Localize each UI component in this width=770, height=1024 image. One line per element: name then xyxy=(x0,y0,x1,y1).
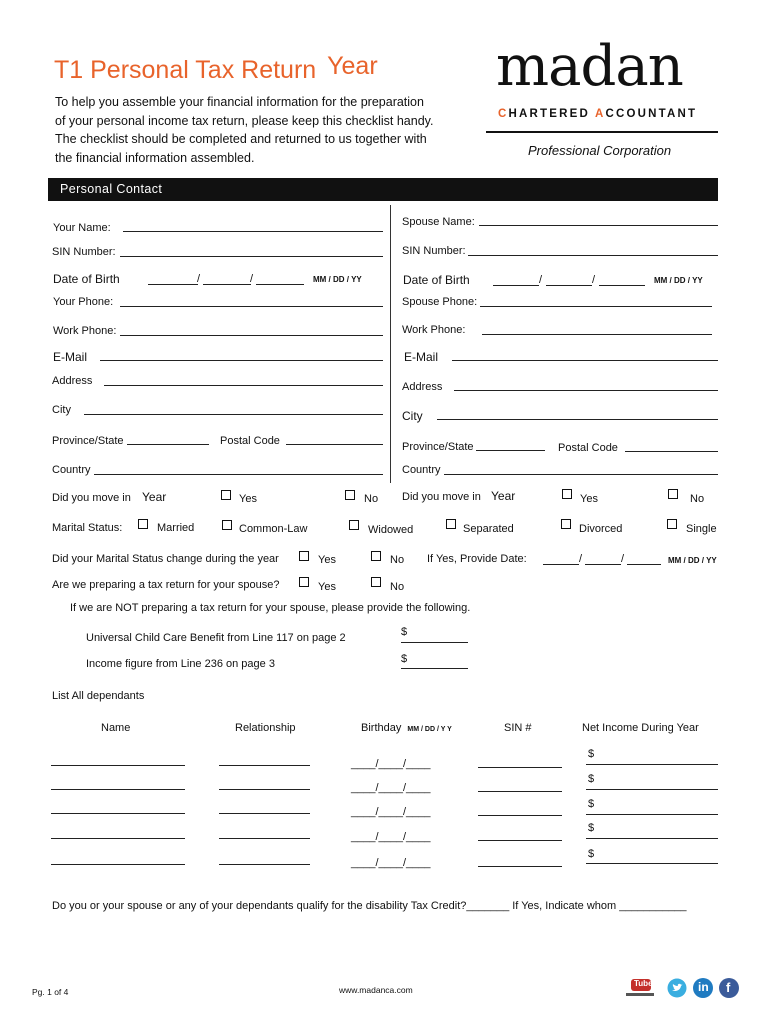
marital-single-checkbox[interactable] xyxy=(667,519,677,529)
your-sin-label: SIN Number: xyxy=(52,246,116,258)
spouse-phone-field[interactable] xyxy=(480,306,712,307)
dependant-income-dollar: $ xyxy=(588,798,595,810)
status-change-date-format: MM / DD / YY xyxy=(668,556,717,565)
spouse-work-phone-field[interactable] xyxy=(482,334,712,335)
uccb-dollar: $ xyxy=(401,626,408,638)
spouse-dob-year[interactable] xyxy=(599,285,645,286)
dependant-birthday-field[interactable]: ____/____/____ xyxy=(351,857,431,869)
dependant-sin-field[interactable] xyxy=(478,767,562,768)
dependants-col-birthday: Birthday MM / DD / Y Y xyxy=(361,722,452,734)
your-move-in-year: Year xyxy=(142,490,167,504)
spouse-dob-month[interactable] xyxy=(493,285,539,286)
dob-slash: / xyxy=(539,274,543,286)
status-change-date-year[interactable] xyxy=(627,564,661,565)
youtube-icon[interactable]: Tube xyxy=(625,978,655,998)
status-change-date-month[interactable] xyxy=(543,564,579,565)
spouse-move-in-yes-label: Yes xyxy=(580,493,598,505)
dependants-col-name: Name xyxy=(101,722,131,734)
your-city-label: City xyxy=(52,404,71,416)
spouse-return-note: If we are NOT preparing a tax return for your spouse, please provide the following. xyxy=(70,602,471,614)
dob-slash: / xyxy=(592,274,596,286)
spouse-email-field[interactable] xyxy=(452,360,718,361)
spouse-return-no-label: No xyxy=(390,581,405,593)
your-city-field[interactable] xyxy=(84,414,383,415)
your-move-in-yes-checkbox[interactable] xyxy=(221,490,231,500)
your-postal-field[interactable] xyxy=(286,444,383,445)
dependant-birthday-field[interactable]: ____/____/____ xyxy=(351,782,431,794)
your-move-in-label: Did you move in xyxy=(52,492,131,504)
your-address-field[interactable] xyxy=(104,385,383,386)
date-slash: / xyxy=(579,553,583,565)
form-title-year: Year xyxy=(327,52,378,80)
your-country-field[interactable] xyxy=(94,474,383,475)
your-work-phone-field[interactable] xyxy=(120,335,383,336)
marital-separated-label: Separated xyxy=(463,523,514,535)
spouse-dob-day[interactable] xyxy=(546,285,592,286)
website-url[interactable]: www.madanca.com xyxy=(339,985,413,995)
spouse-move-in-no-label: No xyxy=(690,493,705,505)
spouse-sin-label: SIN Number: xyxy=(402,245,466,257)
your-move-in-no-label: No xyxy=(364,493,379,505)
spouse-return-question: Are we preparing a tax return for your spouse? xyxy=(52,579,280,591)
spouse-name-label: Spouse Name: xyxy=(402,216,475,228)
dependants-col-relationship: Relationship xyxy=(235,722,296,734)
your-email-field[interactable] xyxy=(100,360,383,361)
spouse-dob-label: Date of Birth xyxy=(403,273,470,287)
spouse-phone-label: Spouse Phone: xyxy=(402,296,478,308)
dependant-sin-field[interactable] xyxy=(478,866,562,867)
dependant-income-dollar: $ xyxy=(588,822,595,834)
spouse-city-label: City xyxy=(402,409,423,423)
dependant-income-dollar: $ xyxy=(588,773,595,785)
logo-divider xyxy=(486,131,718,133)
spouse-address-field[interactable] xyxy=(454,390,718,391)
marital-single-label: Single xyxy=(686,523,717,535)
column-divider xyxy=(390,205,391,483)
spouse-move-in-yes-checkbox[interactable] xyxy=(562,489,572,499)
spouse-return-no-checkbox[interactable] xyxy=(371,577,381,587)
uccb-field[interactable] xyxy=(401,642,468,643)
your-dob-format: MM / DD / YY xyxy=(313,275,362,284)
section-title: Personal Contact xyxy=(60,182,163,196)
marital-widowed-checkbox[interactable] xyxy=(349,520,359,530)
dependant-income-field[interactable] xyxy=(586,764,718,765)
status-change-yes-label: Yes xyxy=(318,554,336,566)
status-change-no-checkbox[interactable] xyxy=(371,551,381,561)
spouse-return-yes-checkbox[interactable] xyxy=(299,577,309,587)
dob-slash: / xyxy=(197,273,201,285)
dependant-relationship-field[interactable] xyxy=(219,864,310,865)
your-name-label: Your Name: xyxy=(53,222,111,234)
section-header-bar xyxy=(48,178,718,201)
dependants-col-income: Net Income During Year xyxy=(582,722,699,734)
twitter-icon[interactable] xyxy=(667,978,687,998)
spouse-return-yes-label: Yes xyxy=(318,581,336,593)
spouse-dob-format: MM / DD / YY xyxy=(654,276,703,285)
spouse-postal-field[interactable] xyxy=(625,451,718,452)
dependant-name-field[interactable] xyxy=(51,813,185,814)
dob-slash: / xyxy=(250,273,254,285)
income-field[interactable] xyxy=(401,668,468,669)
spouse-city-field[interactable] xyxy=(437,419,718,420)
logo-madan: madan xyxy=(496,34,683,99)
status-change-date-day[interactable] xyxy=(585,564,621,565)
dependant-income-field[interactable] xyxy=(586,789,718,790)
intro-text: To help you assemble your financial information for the preparation of your personal income tax return, please keep this checklist handy. The checklist should be completed and returned to us together with the financial information assembled. xyxy=(55,95,434,165)
spouse-country-field[interactable] xyxy=(444,474,718,475)
logo-corporation: Professional Corporation xyxy=(528,143,672,158)
logo-subtitle: CHARTERED ACCOUNTANT xyxy=(498,108,698,120)
dependant-name-field[interactable] xyxy=(51,789,185,790)
spouse-move-in-label: Did you move in xyxy=(402,491,481,503)
spouse-address-label: Address xyxy=(402,381,443,393)
status-change-no-label: No xyxy=(390,554,405,566)
disability-question: Do you or your spouse or any of your dependants qualify for the disability Tax Credit?_______ If Yes, Indicate whom ___________ xyxy=(52,900,687,912)
dependant-relationship-field[interactable] xyxy=(219,765,310,766)
dependants-col-sin: SIN # xyxy=(504,722,532,734)
your-move-in-yes-label: Yes xyxy=(239,493,257,505)
spouse-province-label: Province/State xyxy=(402,441,474,453)
form-title: T1 Personal Tax Return Year xyxy=(54,52,378,84)
your-dob-day[interactable] xyxy=(203,284,251,285)
your-email-label: E-Mail xyxy=(53,350,88,364)
your-name-field[interactable] xyxy=(123,231,383,232)
your-postal-label: Postal Code xyxy=(220,435,280,447)
your-country-label: Country xyxy=(52,464,91,476)
spouse-country-label: Country xyxy=(402,464,441,476)
status-change-yes-checkbox[interactable] xyxy=(299,551,309,561)
your-phone-field[interactable] xyxy=(120,306,383,307)
spouse-province-field[interactable] xyxy=(476,450,545,451)
facebook-icon[interactable]: f xyxy=(719,978,739,998)
page-number: Pg. 1 of 4 xyxy=(32,987,69,997)
your-move-in-no-checkbox[interactable] xyxy=(345,490,355,500)
income-dollar: $ xyxy=(401,653,408,665)
spouse-move-in-no-checkbox[interactable] xyxy=(668,489,678,499)
dependant-sin-field[interactable] xyxy=(478,791,562,792)
dependant-income-dollar: $ xyxy=(588,748,595,760)
your-province-field[interactable] xyxy=(127,444,209,445)
spouse-sin-field[interactable] xyxy=(468,255,718,256)
marital-common-law-label: Common-Law xyxy=(239,523,308,535)
dependant-income-dollar: $ xyxy=(588,848,595,860)
marital-separated-checkbox[interactable] xyxy=(446,519,456,529)
your-dob-label: Date of Birth xyxy=(53,272,120,286)
spouse-work-phone-label: Work Phone: xyxy=(402,324,466,336)
marital-married-label: Married xyxy=(157,522,195,534)
your-phone-label: Your Phone: xyxy=(53,296,114,308)
marital-divorced-label: Divorced xyxy=(579,523,623,535)
dependant-name-field[interactable] xyxy=(51,864,185,865)
your-dob-year[interactable] xyxy=(256,284,304,285)
dependant-relationship-field[interactable] xyxy=(219,789,310,790)
dependant-sin-field[interactable] xyxy=(478,840,562,841)
date-slash: / xyxy=(621,553,625,565)
your-address-label: Address xyxy=(52,375,93,387)
dependant-income-field[interactable] xyxy=(586,838,718,839)
spouse-move-in-year: Year xyxy=(491,489,516,503)
income-label: Income figure from Line 236 on page 3 xyxy=(86,658,275,670)
your-sin-field[interactable] xyxy=(120,256,383,257)
dependant-relationship-field[interactable] xyxy=(219,813,310,814)
marital-status-label: Marital Status: xyxy=(52,522,123,534)
dependants-title: List All dependants xyxy=(52,690,145,702)
dependant-name-field[interactable] xyxy=(51,765,185,766)
linkedin-icon[interactable]: in xyxy=(693,978,713,998)
marital-widowed-label: Widowed xyxy=(368,524,414,536)
dependant-birthday-field[interactable]: ____/____/____ xyxy=(351,806,431,818)
status-change-question: Did your Marital Status change during the year xyxy=(52,553,279,565)
your-dob-month[interactable] xyxy=(148,284,198,285)
spouse-email-label: E-Mail xyxy=(404,350,439,364)
your-work-phone-label: Work Phone: xyxy=(53,325,117,337)
status-change-date-label: If Yes, Provide Date: xyxy=(427,553,527,565)
uccb-label: Universal Child Care Benefit from Line 117 on page 2 xyxy=(86,632,346,644)
spouse-name-field[interactable] xyxy=(479,225,718,226)
dependant-income-field[interactable] xyxy=(586,814,718,815)
marital-divorced-checkbox[interactable] xyxy=(561,519,571,529)
dependant-birthday-field[interactable]: ____/____/____ xyxy=(351,758,431,770)
dependant-name-field[interactable] xyxy=(51,838,185,839)
dependant-income-field[interactable] xyxy=(586,863,718,864)
marital-common-law-checkbox[interactable] xyxy=(222,520,232,530)
your-province-label: Province/State xyxy=(52,435,124,447)
dependant-birthday-field[interactable]: ____/____/____ xyxy=(351,831,431,843)
dependant-relationship-field[interactable] xyxy=(219,838,310,839)
spouse-postal-label: Postal Code xyxy=(558,442,618,454)
marital-married-checkbox[interactable] xyxy=(138,519,148,529)
dependant-sin-field[interactable] xyxy=(478,815,562,816)
